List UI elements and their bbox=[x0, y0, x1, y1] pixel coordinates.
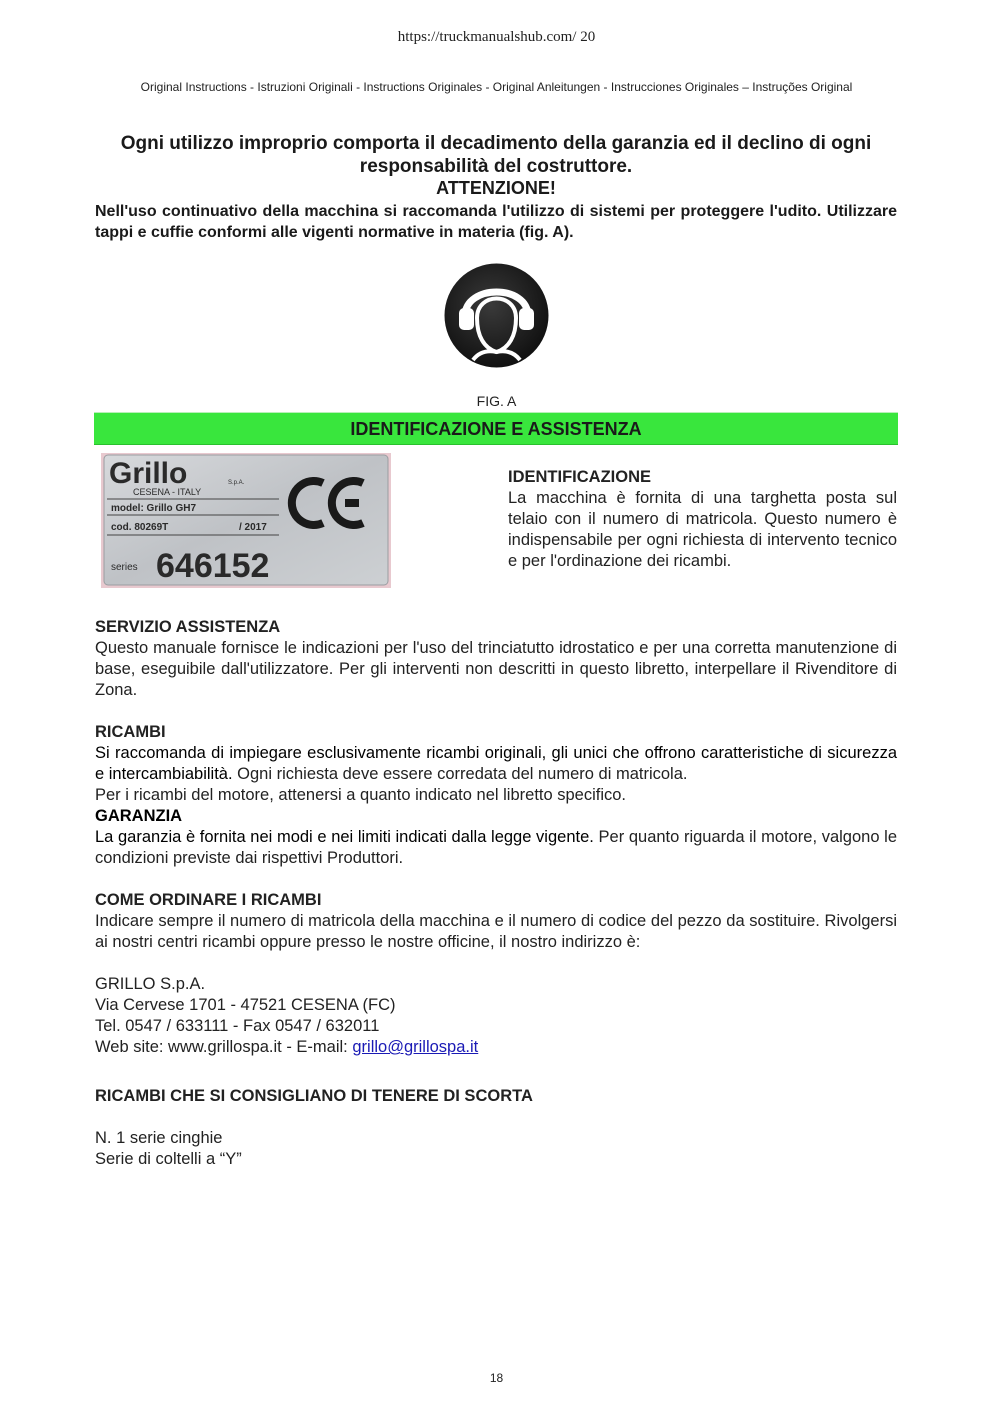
source-url: https://truckmanualshub.com/ 20 bbox=[397, 29, 596, 45]
identification-plate-image bbox=[101, 453, 391, 588]
ricambi-motor-text: Per i ricambi del motore, attenersi a quanto indicato nel libretto specifico. bbox=[95, 786, 627, 804]
scorta-heading: RICAMBI CHE SI CONSIGLIANO DI TENERE DI SCORTA bbox=[95, 1087, 533, 1105]
figure-label: FIG. A bbox=[476, 393, 517, 409]
ricambi-section bbox=[95, 722, 897, 806]
street-address: Via Cervese 1701 - 47521 CESENA (FC) bbox=[95, 996, 396, 1014]
warning-body: Nell'uso continuativo della macchina si raccomanda l'utilizzo di sistemi per proteggere l'udito. Utilizzare tappi e cuffie conformi alle vigenti normative in materia (fig. A). bbox=[95, 203, 897, 241]
warning-title bbox=[95, 132, 897, 178]
languages-line: Original Instructions - Istruzioni Originali - Instructions Originales - Original Anleitungen - Instrucciones Originales – Instruções Original bbox=[140, 80, 853, 94]
phone-fax: Tel. 0547 / 633111 - Fax 0547 / 632011 bbox=[95, 1017, 380, 1035]
ordinare-heading: COME ORDINARE I RICAMBI bbox=[95, 891, 322, 909]
warning-title-line2: responsabilità del costruttore. bbox=[359, 156, 633, 177]
plate-model: model: Grillo GH7 bbox=[111, 503, 197, 514]
ricambi-heading: RICAMBI bbox=[95, 723, 166, 741]
servizio-heading: SERVIZIO ASSISTENZA bbox=[95, 618, 281, 636]
plate-city: CESENA - ITALY bbox=[133, 487, 202, 497]
warning-title-line1: Ogni utilizzo improprio comporta il decadimento della garanzia ed il declino di ogni bbox=[120, 133, 872, 154]
list-item: Serie di coltelli a “Y” bbox=[95, 1150, 242, 1168]
servizio-section bbox=[95, 617, 897, 701]
identificazione-heading: IDENTIFICAZIONE bbox=[508, 468, 651, 486]
identificazione-text: La macchina è fornita di una targhetta posta sul telaio con il numero di matricola. Questo numero è indispensabile per ogni richiesta di intervento tecnico e per l'ordinazione dei ricambi. bbox=[508, 489, 897, 570]
page-number: 18 bbox=[489, 1371, 504, 1385]
garanzia-text: La garanzia è fornita nei modi e nei limiti indicati dalla legge vigente. Per quanto riguarda il motore, valgono le condizioni previste dai rispettivi Produttori. bbox=[95, 828, 898, 867]
garanzia-heading: GARANZIA bbox=[95, 807, 183, 825]
plate-spa: S.p.A. bbox=[228, 480, 245, 486]
address-block bbox=[95, 974, 897, 1058]
list-item: N. 1 serie cinghie bbox=[95, 1129, 223, 1147]
company-name: GRILLO S.p.A. bbox=[95, 975, 206, 993]
ordinare-text: Indicare sempre il numero di matricola della macchina e il numero di codice del pezzo da sostituire. Rivolgersi ai nostri centri ricambi oppure presso le nostre officine, il nostro indirizzo è: bbox=[95, 912, 897, 951]
identificazione-section bbox=[508, 467, 897, 572]
plate-brand: Grillo bbox=[109, 457, 188, 490]
ricambi-text: Si raccomanda di impiegare esclusivamente ricambi originali, gli unici che offrono caratteristiche di sicurezza e intercambiabilità. Ogni richiesta deve essere corredata del numero di matricola. bbox=[95, 744, 897, 783]
attention-heading: ATTENZIONE! bbox=[436, 178, 556, 198]
section-banner-title: IDENTIFICAZIONE E ASSISTENZA bbox=[350, 419, 642, 439]
ordinare-section bbox=[95, 890, 897, 953]
email-link[interactable]: grillo@grillospa.it bbox=[352, 1038, 479, 1056]
servizio-text: Questo manuale fornisce le indicazioni per l'uso del trinciatutto idrostatico e per una corretta manutenzione di base, eseguibile dall'utilizzatore. Per gli interventi non descritti in questo libretto, interpellare il Rivenditore di Zona. bbox=[95, 639, 897, 699]
plate-series-label: series bbox=[111, 562, 138, 573]
ear-protection-icon bbox=[443, 262, 550, 369]
plate-year: / 2017 bbox=[239, 522, 267, 533]
plate-code: cod. 80269T bbox=[111, 522, 169, 533]
scorta-heading-block bbox=[95, 1086, 897, 1107]
section-banner bbox=[94, 412, 898, 445]
plate-serial: 646152 bbox=[156, 547, 270, 585]
scorta-list bbox=[95, 1128, 897, 1170]
garanzia-section bbox=[95, 806, 897, 869]
web-email-line: Web site: www.grillospa.it - E-mail: grillo@grillospa.it bbox=[95, 1038, 479, 1056]
